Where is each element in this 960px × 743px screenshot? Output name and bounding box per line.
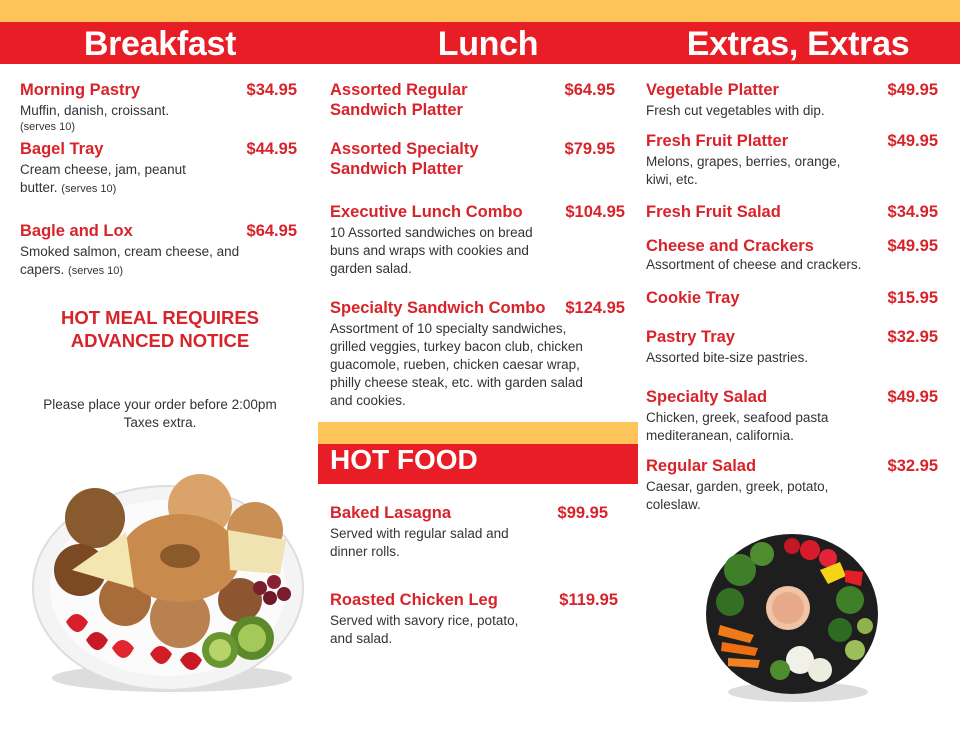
item-desc-text: Smoked salmon, cream cheese, and capers. <box>20 244 240 277</box>
lunch-heading: Lunch <box>437 25 539 63</box>
menu-item <box>20 80 300 135</box>
menu-item <box>330 80 615 120</box>
order-info <box>20 396 300 432</box>
item-name: Assorted Specialty Sandwich Platter <box>330 140 479 178</box>
vegetable-platter-image <box>700 530 890 710</box>
item-price: $49.95 <box>887 132 938 150</box>
item-desc: Caesar, garden, greek, potato, coleslaw. <box>646 479 829 512</box>
menu-item <box>646 288 938 308</box>
item-name: Vegetable Platter <box>646 81 779 99</box>
menu-item <box>646 456 938 514</box>
item-name: Pastry Tray <box>646 328 735 346</box>
menu-item <box>330 590 618 648</box>
item-price: $119.95 <box>559 591 618 609</box>
item-desc-text: Muffin, danish, croissant. <box>20 103 170 118</box>
item-price: $104.95 <box>565 203 625 221</box>
menu-item <box>646 80 938 120</box>
item-price: $34.95 <box>887 203 938 221</box>
extras-heading: Extras, Extras <box>686 25 910 63</box>
menu-item <box>20 221 300 280</box>
item-name: Fresh Fruit Platter <box>646 132 789 150</box>
item-price: $99.95 <box>557 504 608 522</box>
item-desc: Assortment of cheese and crackers. <box>646 257 862 272</box>
item-name: Assorted Regular Sandwich Platter <box>330 81 468 119</box>
top-yellow-stripe <box>0 0 960 22</box>
breakfast-platter-image <box>30 470 310 700</box>
item-price: $79.95 <box>564 140 615 158</box>
item-price: $49.95 <box>887 81 938 99</box>
item-desc: Fresh cut vegetables with dip. <box>646 103 825 118</box>
item-price: $49.95 <box>887 388 938 406</box>
item-price: $64.95 <box>564 81 615 99</box>
item-price: $64.95 <box>246 222 297 240</box>
item-desc <box>20 103 300 135</box>
item-price: $15.95 <box>887 289 938 307</box>
item-serves: (serves 10) <box>68 265 124 277</box>
item-name: Fresh Fruit Salad <box>646 203 781 221</box>
item-price: $49.95 <box>887 237 938 255</box>
item-desc: 10 Assorted sandwiches on bread buns and wraps with cookies and garden salad. <box>330 225 533 276</box>
menu-item <box>20 139 300 198</box>
item-desc-text: Cream cheese, jam, peanut butter. <box>20 162 186 195</box>
menu-item <box>646 327 938 367</box>
item-name: Executive Lunch Combo <box>330 203 523 221</box>
menu-item <box>646 131 938 189</box>
breakfast-heading: Breakfast <box>83 25 237 63</box>
item-desc: Assortment of 10 specialty sandwiches, grilled veggies, turkey bacon club, chicken guacomole, rueben, chicken caesar wrap, philly cheese steak, etc. with garden salad and cookies. <box>330 321 583 408</box>
item-name: Roasted Chicken Leg <box>330 591 498 609</box>
hot-food-yellow-stripe <box>318 422 638 444</box>
notice-line: ADVANCED NOTICE <box>70 330 250 351</box>
item-price: $32.95 <box>887 457 938 475</box>
item-price: $44.95 <box>246 140 297 158</box>
item-desc: Served with regular salad and dinner rolls. <box>330 526 509 559</box>
menu-item <box>646 236 938 274</box>
item-serves: (serves 10) <box>61 183 117 195</box>
hot-food-band <box>318 444 638 484</box>
item-price: $124.95 <box>565 299 625 317</box>
item-name: Bagle and Lox <box>20 222 133 240</box>
item-name: Morning Pastry <box>20 81 141 99</box>
item-desc: Assorted bite-size pastries. <box>646 350 809 365</box>
menu-item <box>646 202 938 222</box>
item-name: Bagel Tray <box>20 140 104 158</box>
order-info-line: Please place your order before 2:00pm <box>43 397 277 412</box>
item-desc <box>20 243 240 280</box>
item-name: Specialty Sandwich Combo <box>330 299 546 317</box>
notice-line: HOT MEAL REQUIRES <box>60 307 260 328</box>
item-name: Cheese and Crackers <box>646 237 814 255</box>
hot-meal-notice <box>20 306 300 352</box>
item-desc: Melons, grapes, berries, orange, kiwi, etc. <box>646 154 841 187</box>
menu-item <box>330 503 608 561</box>
header-band <box>0 22 960 64</box>
item-name: Cookie Tray <box>646 289 740 307</box>
order-info-line: Taxes extra. <box>123 415 197 430</box>
item-price: $32.95 <box>887 328 938 346</box>
item-desc <box>20 161 220 198</box>
menu-item <box>330 139 615 179</box>
hot-food-heading: HOT FOOD <box>330 444 478 475</box>
menu-item <box>646 387 938 445</box>
item-price: $34.95 <box>246 81 297 99</box>
item-desc: Served with savory rice, potato, and salad. <box>330 613 519 646</box>
menu-item <box>330 298 625 410</box>
item-name: Regular Salad <box>646 457 757 475</box>
item-desc: Chicken, greek, seafood pasta mediteranean, california. <box>646 410 829 443</box>
menu-item <box>330 202 625 278</box>
item-name: Specialty Salad <box>646 388 768 406</box>
item-name: Baked Lasagna <box>330 504 452 522</box>
item-serves: (serves 10) <box>20 121 76 133</box>
